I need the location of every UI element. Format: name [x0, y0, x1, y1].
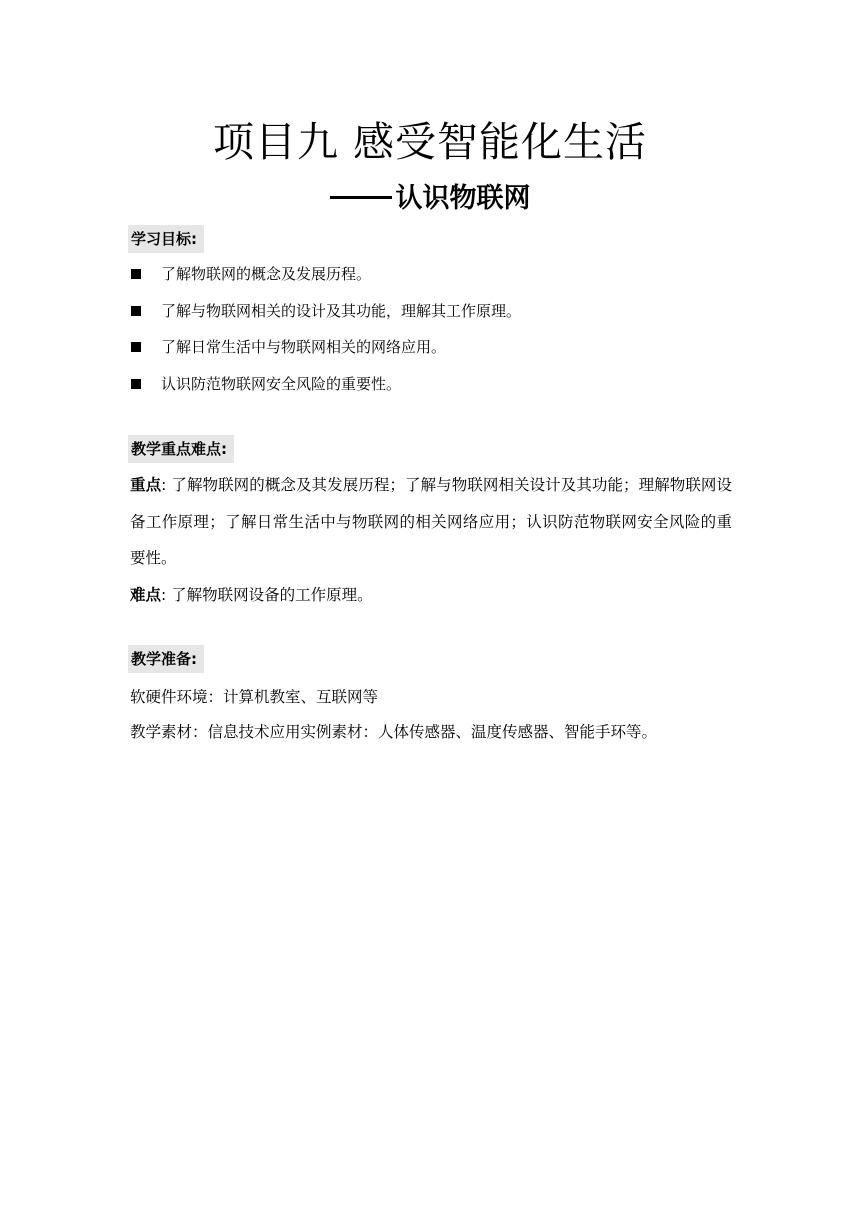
environment-line: 软硬件环境：计算机教室、互联网等 [130, 688, 379, 706]
square-bullet-icon [131, 379, 141, 389]
list-item [131, 334, 521, 371]
square-bullet-icon [131, 269, 141, 279]
difficulty-label: 难点 [130, 586, 162, 604]
objectives-heading: 学习目标: [128, 225, 204, 253]
list-item [131, 371, 521, 408]
square-bullet-icon [131, 342, 141, 352]
key-points-heading: 教学重点难点: [128, 435, 234, 463]
list-item-text: 了解与物联网相关的设计及其功能，理解其工作原理。 [161, 301, 522, 320]
difficulty-line [130, 582, 373, 608]
preparation-heading: 教学准备: [128, 645, 204, 673]
page-subtitle [0, 181, 860, 217]
list-item-text: 了解物联网的概念及发展历程。 [161, 265, 372, 283]
subtitle-text: 认识物联网 [395, 183, 531, 214]
focus-text: : 了解物联网的概念及其发展历程；了解与物联网相关设计及其功能；理解物联网设备工作原理；了解日常生活中与物联网的相关网络应用；认识防范物联网安全风险的重要性。 [130, 476, 732, 567]
objectives-list [131, 261, 521, 407]
focus-paragraph [130, 467, 732, 577]
page-title: 项目九 感受智能化生活 [212, 118, 648, 166]
list-item-text: 认识防范物联网安全风险的重要性。 [161, 374, 402, 393]
list-item [131, 261, 521, 298]
list-item-text: 了解日常生活中与物联网相关的网络应用。 [161, 338, 447, 356]
list-item [131, 298, 521, 335]
focus-label: 重点 [130, 476, 162, 494]
materials-line: 教学素材：信息技术应用实例素材：人体传感器、温度传感器、智能手环等。 [130, 723, 658, 741]
square-bullet-icon [131, 306, 141, 316]
dash-decoration [330, 196, 392, 199]
difficulty-text: : 了解物联网设备的工作原理。 [161, 586, 373, 604]
